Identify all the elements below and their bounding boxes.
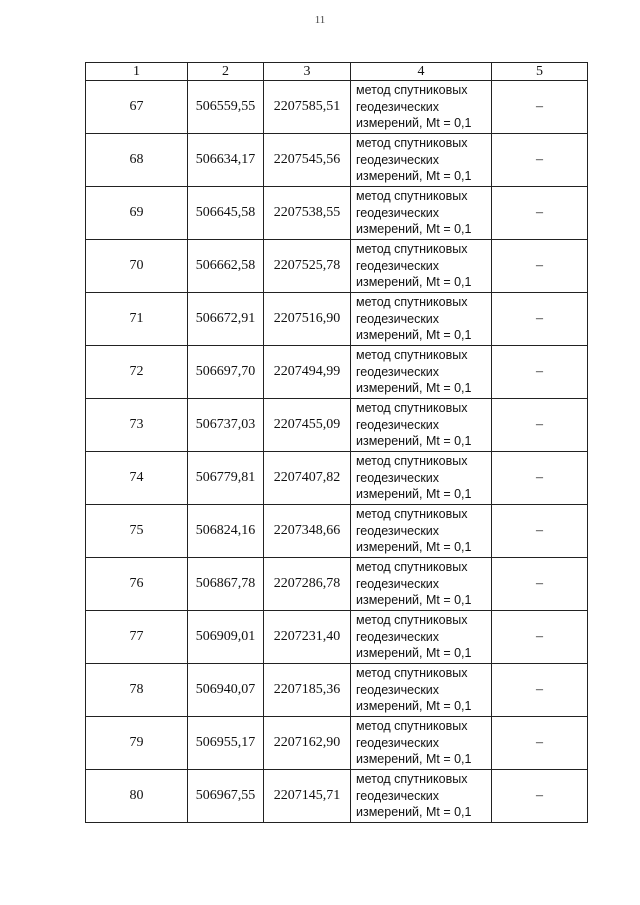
method-line: измерений, Mt = 0,1 bbox=[356, 434, 472, 449]
table-row bbox=[86, 399, 588, 452]
x-coordinate-cell: 506559,55 bbox=[188, 81, 264, 134]
method-line: геодезических bbox=[356, 735, 440, 750]
point-number-cell: 71 bbox=[86, 293, 188, 346]
note-cell: – bbox=[492, 717, 588, 770]
column-header: 3 bbox=[264, 63, 351, 81]
note-cell: – bbox=[492, 293, 588, 346]
method-cell bbox=[351, 293, 492, 346]
point-number-cell: 68 bbox=[86, 134, 188, 187]
note-cell: – bbox=[492, 611, 588, 664]
point-number-cell: 67 bbox=[86, 81, 188, 134]
method-line: измерений, Mt = 0,1 bbox=[356, 593, 472, 608]
method-line: метод спутниковых bbox=[356, 136, 468, 151]
x-coordinate-cell: 506672,91 bbox=[188, 293, 264, 346]
note-cell: – bbox=[492, 770, 588, 823]
table-row bbox=[86, 717, 588, 770]
column-header: 4 bbox=[351, 63, 492, 81]
table-row bbox=[86, 558, 588, 611]
y-coordinate-cell: 2207162,90 bbox=[264, 717, 351, 770]
point-number-cell: 70 bbox=[86, 240, 188, 293]
table-row bbox=[86, 346, 588, 399]
method-line: измерений, Mt = 0,1 bbox=[356, 328, 472, 343]
y-coordinate-cell: 2207185,36 bbox=[264, 664, 351, 717]
method-line: метод спутниковых bbox=[356, 666, 468, 681]
method-cell bbox=[351, 81, 492, 134]
method-cell bbox=[351, 452, 492, 505]
x-coordinate-cell: 506737,03 bbox=[188, 399, 264, 452]
table-row bbox=[86, 187, 588, 240]
table-row bbox=[86, 664, 588, 717]
method-line: метод спутниковых bbox=[356, 189, 468, 204]
y-coordinate-cell: 2207525,78 bbox=[264, 240, 351, 293]
method-line: геодезических bbox=[356, 788, 440, 803]
method-line: измерений, Mt = 0,1 bbox=[356, 169, 472, 184]
table-row bbox=[86, 505, 588, 558]
x-coordinate-cell: 506824,16 bbox=[188, 505, 264, 558]
coordinates-table bbox=[85, 62, 588, 823]
note-cell: – bbox=[492, 664, 588, 717]
x-coordinate-cell: 506662,58 bbox=[188, 240, 264, 293]
column-header: 2 bbox=[188, 63, 264, 81]
x-coordinate-cell: 506634,17 bbox=[188, 134, 264, 187]
method-line: геодезических bbox=[356, 205, 440, 220]
table-row bbox=[86, 770, 588, 823]
page-number: 11 bbox=[314, 14, 326, 26]
x-coordinate-cell: 506697,70 bbox=[188, 346, 264, 399]
table-row bbox=[86, 81, 588, 134]
method-line: геодезических bbox=[356, 364, 440, 379]
point-number-cell: 74 bbox=[86, 452, 188, 505]
method-line: метод спутниковых bbox=[356, 719, 468, 734]
method-cell bbox=[351, 134, 492, 187]
method-line: геодезических bbox=[356, 629, 440, 644]
x-coordinate-cell: 506909,01 bbox=[188, 611, 264, 664]
point-number-cell: 72 bbox=[86, 346, 188, 399]
note-cell: – bbox=[492, 81, 588, 134]
method-cell bbox=[351, 240, 492, 293]
note-cell: – bbox=[492, 452, 588, 505]
method-line: измерений, Mt = 0,1 bbox=[356, 752, 472, 767]
note-cell: – bbox=[492, 134, 588, 187]
method-line: метод спутниковых bbox=[356, 295, 468, 310]
method-line: измерений, Mt = 0,1 bbox=[356, 116, 472, 131]
method-cell bbox=[351, 346, 492, 399]
method-line: измерений, Mt = 0,1 bbox=[356, 275, 472, 290]
point-number-cell: 77 bbox=[86, 611, 188, 664]
point-number-cell: 76 bbox=[86, 558, 188, 611]
x-coordinate-cell: 506955,17 bbox=[188, 717, 264, 770]
y-coordinate-cell: 2207407,82 bbox=[264, 452, 351, 505]
method-cell bbox=[351, 611, 492, 664]
method-line: геодезических bbox=[356, 99, 440, 114]
note-cell: – bbox=[492, 187, 588, 240]
method-line: измерений, Mt = 0,1 bbox=[356, 540, 472, 555]
method-line: метод спутниковых bbox=[356, 83, 468, 98]
method-line: метод спутниковых bbox=[356, 772, 468, 787]
method-line: измерений, Mt = 0,1 bbox=[356, 646, 472, 661]
point-number-cell: 69 bbox=[86, 187, 188, 240]
method-cell bbox=[351, 187, 492, 240]
x-coordinate-cell: 506867,78 bbox=[188, 558, 264, 611]
table-body bbox=[86, 81, 588, 823]
method-line: метод спутниковых bbox=[356, 454, 468, 469]
method-cell bbox=[351, 558, 492, 611]
point-number-cell: 79 bbox=[86, 717, 188, 770]
method-line: геодезических bbox=[356, 682, 440, 697]
x-coordinate-cell: 506940,07 bbox=[188, 664, 264, 717]
table-header-row bbox=[86, 63, 588, 81]
y-coordinate-cell: 2207545,56 bbox=[264, 134, 351, 187]
y-coordinate-cell: 2207494,99 bbox=[264, 346, 351, 399]
column-header: 1 bbox=[86, 63, 188, 81]
method-line: метод спутниковых bbox=[356, 613, 468, 628]
method-line: измерений, Mt = 0,1 bbox=[356, 222, 472, 237]
method-line: геодезических bbox=[356, 417, 440, 432]
x-coordinate-cell: 506645,58 bbox=[188, 187, 264, 240]
method-line: метод спутниковых bbox=[356, 507, 468, 522]
note-cell: – bbox=[492, 505, 588, 558]
note-cell: – bbox=[492, 558, 588, 611]
method-line: геодезических bbox=[356, 470, 440, 485]
point-number-cell: 75 bbox=[86, 505, 188, 558]
method-line: метод спутниковых bbox=[356, 348, 468, 363]
y-coordinate-cell: 2207585,51 bbox=[264, 81, 351, 134]
table-row bbox=[86, 240, 588, 293]
method-line: измерений, Mt = 0,1 bbox=[356, 381, 472, 396]
method-line: метод спутниковых bbox=[356, 560, 468, 575]
x-coordinate-cell: 506967,55 bbox=[188, 770, 264, 823]
note-cell: – bbox=[492, 399, 588, 452]
column-header: 5 bbox=[492, 63, 588, 81]
x-coordinate-cell: 506779,81 bbox=[188, 452, 264, 505]
method-line: геодезических bbox=[356, 576, 440, 591]
method-cell bbox=[351, 505, 492, 558]
note-cell: – bbox=[492, 346, 588, 399]
table-row bbox=[86, 134, 588, 187]
method-line: измерений, Mt = 0,1 bbox=[356, 699, 472, 714]
table-row bbox=[86, 611, 588, 664]
point-number-cell: 78 bbox=[86, 664, 188, 717]
y-coordinate-cell: 2207286,78 bbox=[264, 558, 351, 611]
method-cell bbox=[351, 717, 492, 770]
method-line: измерений, Mt = 0,1 bbox=[356, 487, 472, 502]
method-line: метод спутниковых bbox=[356, 242, 468, 257]
y-coordinate-cell: 2207145,71 bbox=[264, 770, 351, 823]
method-line: геодезических bbox=[356, 258, 440, 273]
method-cell bbox=[351, 664, 492, 717]
method-line: геодезических bbox=[356, 311, 440, 326]
y-coordinate-cell: 2207516,90 bbox=[264, 293, 351, 346]
method-line: геодезических bbox=[356, 523, 440, 538]
method-cell bbox=[351, 770, 492, 823]
table-row bbox=[86, 452, 588, 505]
y-coordinate-cell: 2207348,66 bbox=[264, 505, 351, 558]
method-cell bbox=[351, 399, 492, 452]
method-line: метод спутниковых bbox=[356, 401, 468, 416]
table-row bbox=[86, 293, 588, 346]
y-coordinate-cell: 2207231,40 bbox=[264, 611, 351, 664]
y-coordinate-cell: 2207538,55 bbox=[264, 187, 351, 240]
method-line: измерений, Mt = 0,1 bbox=[356, 805, 472, 820]
method-line: геодезических bbox=[356, 152, 440, 167]
point-number-cell: 80 bbox=[86, 770, 188, 823]
note-cell: – bbox=[492, 240, 588, 293]
y-coordinate-cell: 2207455,09 bbox=[264, 399, 351, 452]
point-number-cell: 73 bbox=[86, 399, 188, 452]
